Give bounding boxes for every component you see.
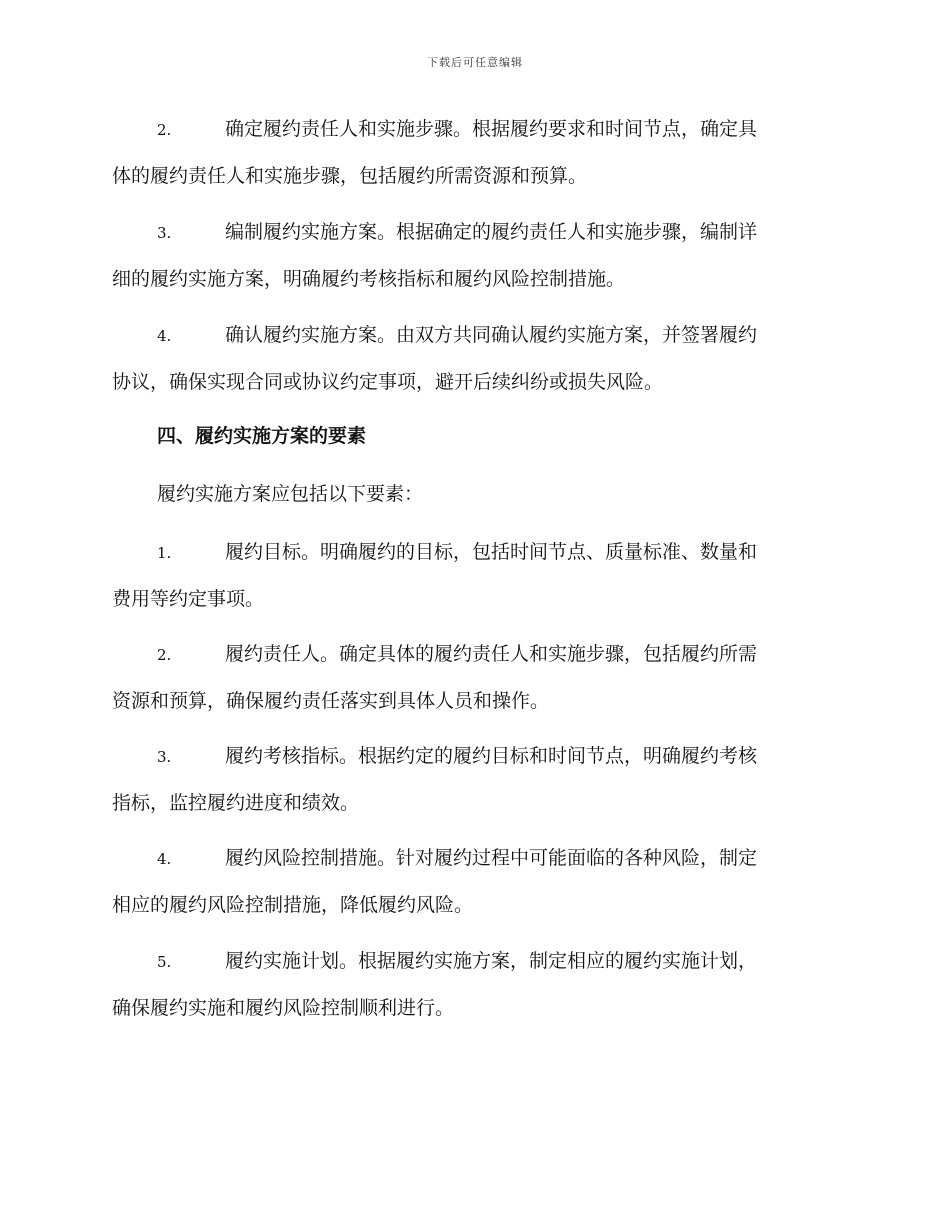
list-item-number: 4. bbox=[157, 327, 172, 345]
list-item bbox=[112, 312, 836, 405]
list-item-text: 确认履约实施方案。由双方共同确认履约实施方案，并签署履约 bbox=[225, 324, 758, 346]
section-heading: 四、履约实施方案的要素 bbox=[157, 425, 367, 447]
list-item-text: 确定履约责任人和实施步骤。根据履约要求和时间节点，确定具 bbox=[225, 118, 758, 140]
list-item bbox=[112, 938, 836, 1031]
list-item-text-continued: 确保履约实施和履约风险控制顺利进行。 bbox=[112, 997, 455, 1019]
list-item-number: 2. bbox=[157, 646, 172, 664]
list-item-text-continued: 相应的履约风险控制措施，降低履约风险。 bbox=[112, 894, 474, 916]
list-item-text: 履约目标。明确履约的目标，包括时间节点、质量标准、数量和 bbox=[225, 541, 758, 563]
section-intro: 履约实施方案应包括以下要素： bbox=[157, 483, 424, 505]
list-item-number: 1. bbox=[157, 544, 172, 562]
list-item-text-continued: 费用等约定事项。 bbox=[112, 588, 265, 610]
list-item-text: 履约实施计划。根据履约实施方案，制定相应的履约实施计划， bbox=[225, 950, 758, 972]
list-item bbox=[112, 631, 836, 724]
page-header: 下载后可任意编辑 bbox=[427, 56, 523, 69]
list-item-number: 4. bbox=[157, 850, 172, 868]
list-item bbox=[112, 529, 836, 622]
list-item-text-continued: 协议，确保实现合同或协议约定事项，避开后续纠纷或损失风险。 bbox=[112, 371, 664, 393]
list-item-text-continued: 体的履约责任人和实施步骤，包括履约所需资源和预算。 bbox=[112, 165, 588, 187]
list-item bbox=[112, 209, 836, 302]
list-item bbox=[112, 106, 836, 199]
list-item-text-continued: 指标，监控履约进度和绩效。 bbox=[112, 792, 360, 814]
list-item-text-continued: 资源和预算，确保履约责任落实到具体人员和操作。 bbox=[112, 690, 550, 712]
list-item-number: 5. bbox=[157, 953, 172, 971]
list-item-number: 3. bbox=[157, 224, 172, 242]
list-item-number: 3. bbox=[157, 748, 172, 766]
list-item bbox=[112, 835, 836, 928]
list-item-text: 编制履约实施方案。根据确定的履约责任人和实施步骤，编制详 bbox=[225, 221, 758, 243]
list-item-text: 履约考核指标。根据约定的履约目标和时间节点，明确履约考核 bbox=[225, 745, 758, 767]
list-item-text: 履约责任人。确定具体的履约责任人和实施步骤，包括履约所需 bbox=[225, 643, 758, 665]
list-item-text-continued: 细的履约实施方案，明确履约考核指标和履约风险控制措施。 bbox=[112, 268, 626, 290]
list-item-text: 履约风险控制措施。针对履约过程中可能面临的各种风险，制定 bbox=[225, 847, 758, 869]
list-item bbox=[112, 733, 836, 826]
list-item-number: 2. bbox=[157, 121, 172, 139]
